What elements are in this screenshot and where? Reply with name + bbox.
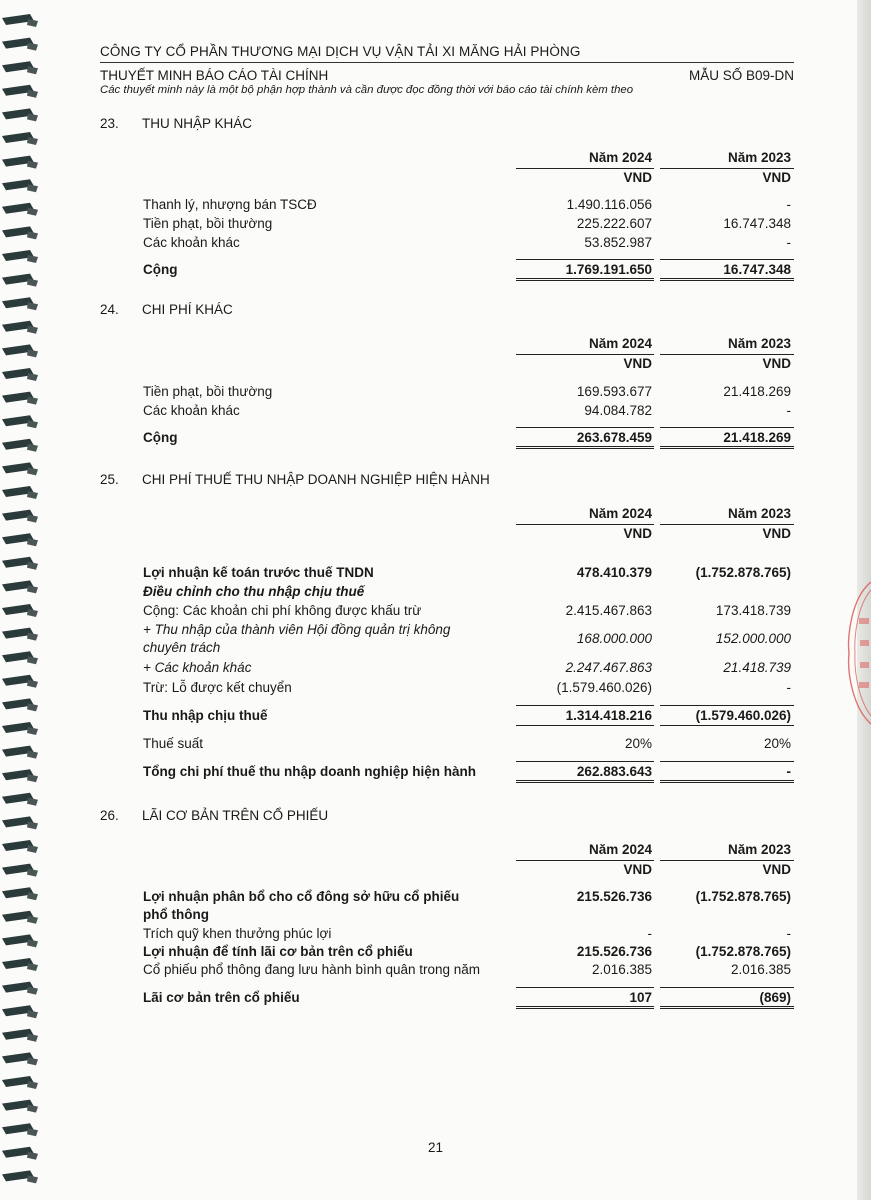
- row-label: Lợi nhuận phân bổ cho cổ đông sở hữu cổ phiếu: [143, 889, 460, 904]
- col-rule: [516, 354, 654, 355]
- value-2024: 478.410.379: [576, 565, 652, 580]
- value-2024: 1.490.116.056: [566, 197, 652, 212]
- value-2024: 215.526.736: [576, 889, 652, 904]
- value-2023: (1.579.460.026): [695, 708, 791, 723]
- total-label: Tổng chi phí thuế thu nhập doanh nghiệp hiện hành: [143, 764, 476, 779]
- col-unit: VND: [762, 170, 791, 185]
- binding-coil-end: [27, 491, 38, 499]
- adjustment-heading: Điều chỉnh cho thu nhập chịu thuế: [143, 584, 365, 599]
- double-rule: [516, 780, 654, 783]
- page-number: 21: [427, 1140, 444, 1155]
- value-2023: 152.000.000: [715, 631, 791, 646]
- total-2024: 262.883.643: [576, 764, 652, 779]
- row-label: Trừ: Lỗ được kết chuyển: [143, 680, 292, 695]
- value-2023: (1.752.878.765): [695, 944, 791, 959]
- value-2023: -: [786, 926, 791, 941]
- document-title: THUYẾT MINH BÁO CÁO TÀI CHÍNH: [100, 68, 329, 83]
- value-2023: -: [786, 197, 791, 212]
- section-title: CHI PHÍ THUẾ THU NHẬP DOANH NGHIỆP HIỆN HÀNH: [142, 472, 490, 487]
- total-2024: 107: [629, 990, 652, 1005]
- binding-coil-end: [27, 1057, 38, 1065]
- binding-coil-end: [27, 420, 38, 428]
- row-label: Lợi nhuận kế toán trước thuế TNDN: [143, 565, 374, 580]
- binding-coil-end: [27, 326, 38, 334]
- col-rule: [516, 168, 654, 169]
- row-label: Thuế suất: [143, 736, 204, 751]
- col-year-2024: Năm 2024: [588, 506, 652, 521]
- total-2023: 16.747.348: [723, 262, 791, 277]
- total-rule: [660, 427, 794, 428]
- col-unit: VND: [623, 170, 652, 185]
- binding-coil-end: [27, 66, 38, 74]
- total-2023: (869): [759, 990, 791, 1005]
- section-title: CHI PHÍ KHÁC: [142, 302, 233, 317]
- binding-coil-end: [27, 373, 38, 381]
- binding-coil-end: [27, 1128, 38, 1136]
- binding-coil-end: [27, 680, 38, 688]
- binding-coil-end: [27, 774, 38, 782]
- value-2024: (1.579.460.026): [556, 680, 652, 695]
- section-number: 24.: [100, 302, 119, 317]
- binding-coil-end: [27, 821, 38, 829]
- value-2024: 168.000.000: [576, 631, 652, 646]
- binding-coil-end: [27, 845, 38, 853]
- row-label-cont: chuyên trách: [143, 640, 221, 655]
- value-2023: -: [786, 235, 791, 250]
- binding-coil-end: [27, 562, 38, 570]
- row-label: + Thu nhập của thành viên Hội đồng quản trị không: [143, 622, 451, 637]
- row-label: Cộng: Các khoản chi phí không được khấu trừ: [143, 603, 422, 618]
- binding-coil-end: [27, 609, 38, 617]
- row-label-cont: phổ thông: [143, 907, 209, 922]
- row-label: Trích quỹ khen thưởng phúc lợi: [143, 926, 332, 941]
- binding-coil-end: [27, 727, 38, 735]
- binding-coil-end: [27, 987, 38, 995]
- total-2024: 263.678.459: [576, 430, 652, 445]
- section-24-heading: [100, 302, 233, 317]
- col-year-2024: Năm 2024: [588, 336, 652, 351]
- subtotal-rule: [660, 705, 794, 706]
- col-unit: VND: [762, 526, 791, 541]
- col-unit: VND: [623, 526, 652, 541]
- col-year-2023: Năm 2023: [727, 842, 791, 857]
- col-rule: [660, 860, 794, 861]
- value-2024: -: [647, 926, 652, 941]
- binding-coil-end: [27, 1034, 38, 1042]
- binding-coil-end: [27, 703, 38, 711]
- binding-coil-end: [27, 1105, 38, 1113]
- total-rule: [516, 259, 654, 260]
- binding-coil-end: [27, 255, 38, 263]
- total-rule: [516, 987, 654, 988]
- value-2023: 21.418.739: [723, 660, 791, 675]
- section-26-heading: [100, 808, 328, 823]
- subtotal-rule: [516, 725, 654, 726]
- col-rule: [516, 524, 654, 525]
- double-rule: [516, 278, 654, 281]
- binding-coil-end: [27, 538, 38, 546]
- col-year-2023: Năm 2023: [727, 336, 791, 351]
- spiral-binding: [0, 0, 44, 1200]
- header-note: Các thuyết minh này là một bộ phận hợp thành và cần được đọc đồng thời với báo cáo tài chính kèm theo: [100, 84, 634, 96]
- row-label: Các khoản khác: [143, 235, 240, 250]
- row-label: Tiền phạt, bồi thường: [143, 384, 273, 399]
- double-rule: [660, 278, 794, 281]
- header-rule: [100, 62, 794, 63]
- binding-coil-end: [27, 43, 38, 51]
- binding-coil-end: [27, 279, 38, 287]
- value-2024: 169.593.677: [576, 384, 652, 399]
- value-2023: (1.752.878.765): [695, 889, 791, 904]
- binding-coil-end: [27, 113, 38, 121]
- row-label: Thanh lý, nhượng bán TSCĐ: [143, 197, 317, 212]
- value-2023: -: [786, 403, 791, 418]
- binding-coil-end: [27, 231, 38, 239]
- section-number: 23.: [100, 116, 119, 131]
- total-label: Cộng: [143, 430, 178, 445]
- col-year-2023: Năm 2023: [727, 506, 791, 521]
- col-unit: VND: [623, 862, 652, 877]
- binding-coil-end: [27, 349, 38, 357]
- binding-coil-end: [27, 1010, 38, 1018]
- col-year-2024: Năm 2024: [588, 842, 652, 857]
- subtotal-rule: [516, 705, 654, 706]
- col-year-2023: Năm 2023: [727, 150, 791, 165]
- binding-coil-end: [27, 892, 38, 900]
- binding-coil-end: [27, 1175, 38, 1183]
- total-2024: 1.769.191.650: [565, 262, 652, 277]
- form-number: MẪU SỐ B09-DN: [688, 68, 794, 83]
- binding-coil-end: [27, 633, 38, 641]
- value-2024: 1.314.418.216: [565, 708, 652, 723]
- red-stamp-fragment: [845, 578, 871, 728]
- value-2023: 16.747.348: [723, 216, 791, 231]
- total-rule: [516, 427, 654, 428]
- value-2023: 20%: [763, 736, 791, 751]
- value-2024: 2.415.467.863: [565, 603, 652, 618]
- binding-coil-end: [27, 184, 38, 192]
- subtotal-rule: [660, 725, 794, 726]
- double-rule: [660, 780, 794, 783]
- section-25-heading: [100, 472, 490, 487]
- value-2023: 21.418.269: [723, 384, 791, 399]
- value-2023: (1.752.878.765): [695, 565, 791, 580]
- binding-coil-end: [27, 585, 38, 593]
- value-2023: 2.016.385: [730, 962, 791, 977]
- total-2023: -: [786, 764, 791, 779]
- col-rule: [660, 524, 794, 525]
- total-rule: [516, 761, 654, 762]
- binding-coil-end: [27, 515, 38, 523]
- company-name: CÔNG TY CỔ PHẦN THƯƠNG MẠI DỊCH VỤ VẬN TẢI XI MĂNG HẢI PHÒNG: [100, 44, 581, 59]
- binding-coil-end: [27, 751, 38, 759]
- section-number: 25.: [100, 472, 119, 487]
- section-title: THU NHẬP KHÁC: [142, 116, 253, 131]
- total-rule: [660, 987, 794, 988]
- row-label: Tiền phạt, bồi thường: [143, 216, 273, 231]
- section-23-heading: [100, 116, 252, 131]
- binding-coil-end: [27, 90, 38, 98]
- total-label: Cộng: [143, 262, 178, 277]
- binding-coil-end: [27, 208, 38, 216]
- value-2024: 53.852.987: [584, 235, 652, 250]
- value-2023: -: [786, 680, 791, 695]
- value-2024: 20%: [624, 736, 652, 751]
- row-label: Cổ phiếu phổ thông đang lưu hành bình quân trong năm: [143, 962, 481, 977]
- col-unit: VND: [762, 356, 791, 371]
- col-year-2024: Năm 2024: [588, 150, 652, 165]
- col-rule: [516, 860, 654, 861]
- binding-coil-end: [27, 1081, 38, 1089]
- row-label: Lợi nhuận để tính lãi cơ bản trên cổ phiếu: [143, 944, 413, 959]
- col-rule: [660, 354, 794, 355]
- col-unit: VND: [762, 862, 791, 877]
- binding-coil-end: [27, 444, 38, 452]
- double-rule: [660, 1006, 794, 1009]
- binding-coil-end: [27, 939, 38, 947]
- value-2023: 173.418.739: [715, 603, 791, 618]
- binding-coil-end: [27, 963, 38, 971]
- binding-coil-end: [27, 869, 38, 877]
- row-label: Các khoản khác: [143, 403, 240, 418]
- binding-coil-end: [27, 656, 38, 664]
- binding-coil-end: [27, 916, 38, 924]
- value-2024: 225.222.607: [576, 216, 652, 231]
- binding-coil-end: [27, 467, 38, 475]
- section-number: 26.: [100, 808, 119, 823]
- total-label: Lãi cơ bản trên cổ phiếu: [143, 990, 300, 1005]
- row-label: + Các khoản khác: [143, 660, 252, 675]
- binding-coil-end: [27, 137, 38, 145]
- value-2024: 215.526.736: [576, 944, 652, 959]
- double-rule: [516, 446, 654, 449]
- binding-coil-end: [27, 302, 38, 310]
- section-title: LÃI CƠ BẢN TRÊN CỔ PHIẾU: [142, 808, 329, 823]
- binding-coil-end: [27, 19, 38, 27]
- total-rule: [660, 259, 794, 260]
- col-rule: [660, 168, 794, 169]
- binding-coil-end: [27, 161, 38, 169]
- value-2024: 2.247.467.863: [565, 660, 652, 675]
- double-rule: [516, 1006, 654, 1009]
- row-label: Thu nhập chịu thuế: [143, 708, 268, 723]
- binding-coil-end: [27, 798, 38, 806]
- value-2024: 94.084.782: [584, 403, 652, 418]
- double-rule: [660, 446, 794, 449]
- total-rule: [660, 761, 794, 762]
- total-2023: 21.418.269: [723, 430, 791, 445]
- col-unit: VND: [623, 356, 652, 371]
- binding-coil-end: [27, 397, 38, 405]
- value-2024: 2.016.385: [591, 962, 652, 977]
